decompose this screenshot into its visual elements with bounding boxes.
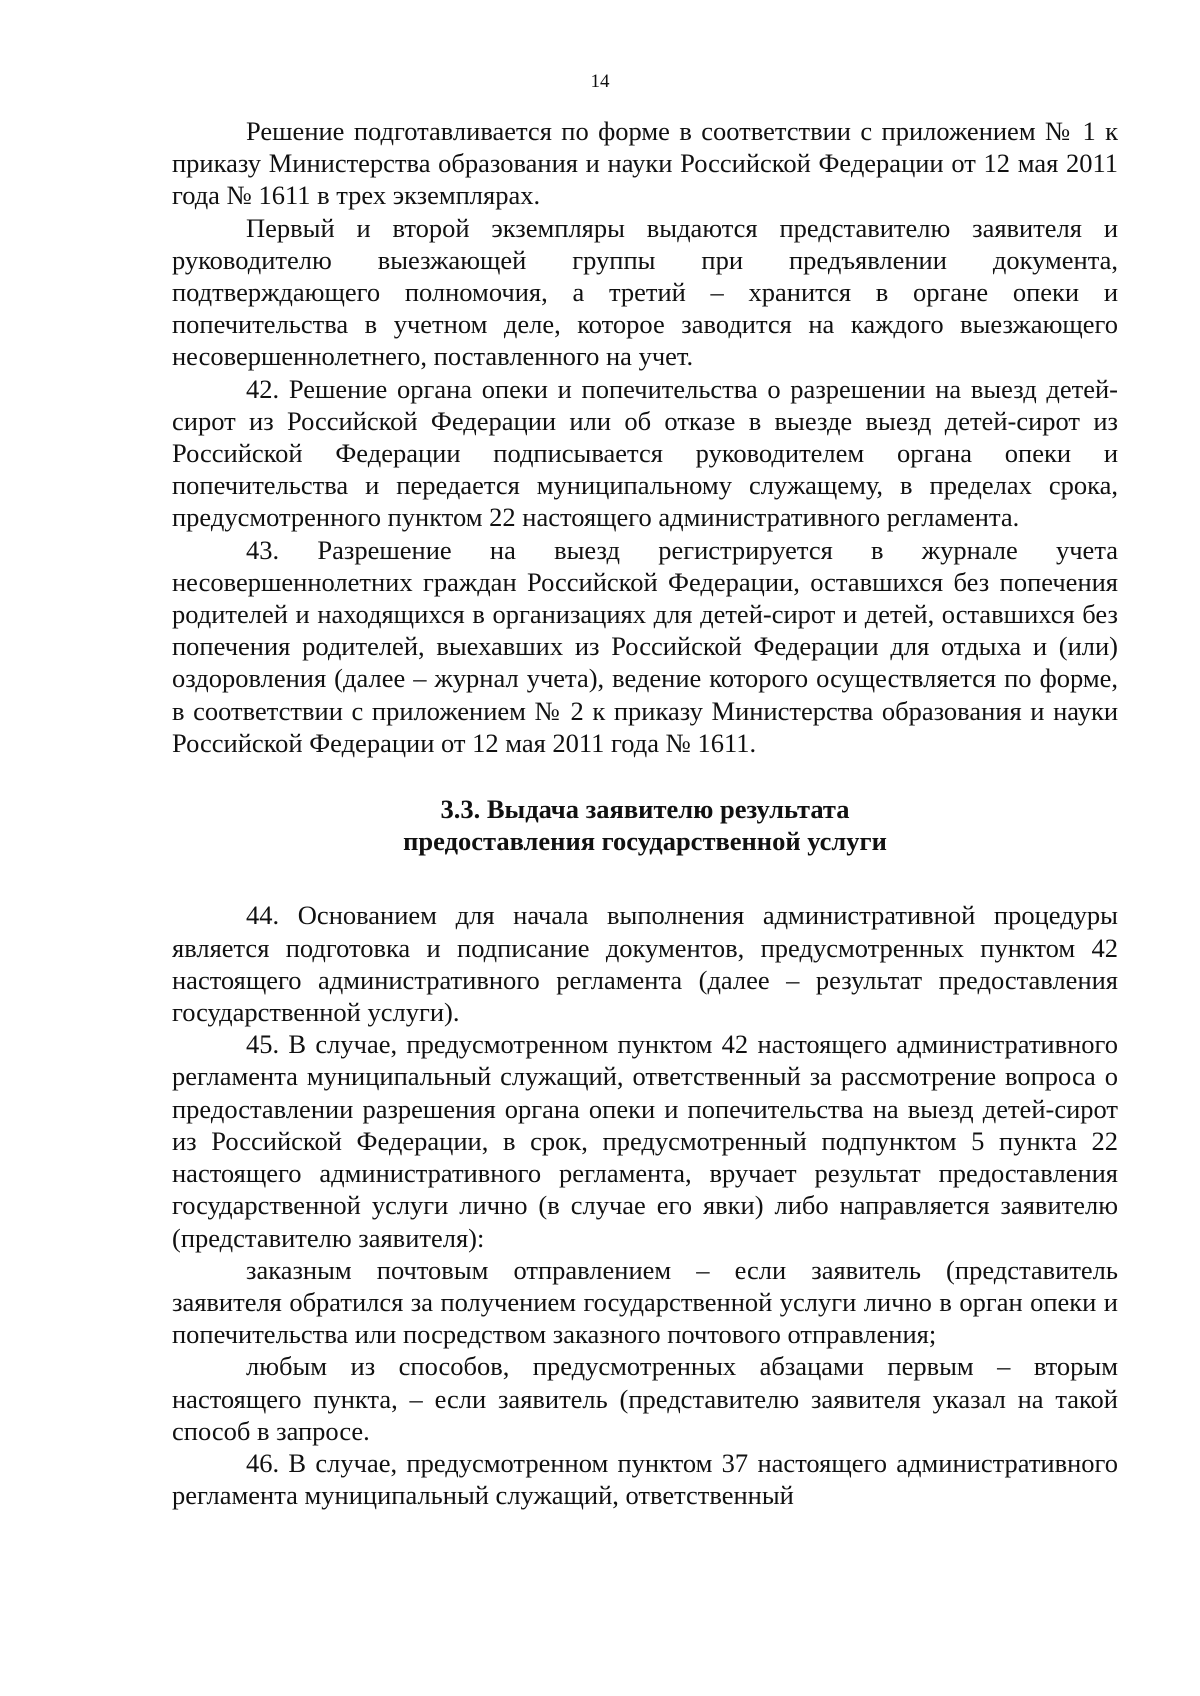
paragraph-any-method: любым из способов, предусмотренных абзацами первым – вторым настоящего пункта, – если заявитель (представителю заявителя указал на такой способ в запросе. (172, 1351, 1118, 1446)
paragraph-copies-distribution: Первый и второй экземпляры выдаются представителю заявителя и руководителю выезжающей группы при предъявлении документа, подтверждающего полномочия, а третий – хранится в органе опеки и попечительства в учетном деле, которое заводится на каждого выезжающего несовершеннолетнего, поставленного на учет. (172, 212, 1118, 372)
paragraph-decision-form: Решение подготавливается по форме в соответствии с приложением № 1 к приказу Министерства образования и науки Российской Федерации от 12 мая 2011 года № 1611 в трех экземплярах. (172, 116, 1118, 211)
document-body (172, 115, 1118, 1511)
paragraph-item-42: 42. Решение органа опеки и попечительства о разрешении на выезд детей-сирот из Российской Федерации или об отказе в выезде выезд детей-сирот из Российской Федерации подписывается руководителем органа опеки и попечительства и передается муниципальному служащему, в пределах срока, предусмотренного пунктом 22 настоящего административного регламента. (172, 373, 1118, 533)
paragraph-item-44: 44. Основанием для начала выполнения административной процедуры является подготовка и подписание документов, предусмотренных пунктом 42 настоящего административного регламента (далее – результат предоставления государственной услуги). (172, 900, 1118, 1028)
paragraph-item-43: 43. Разрешение на выезд регистрируется в журнале учета несовершеннолетних граждан Российской Федерации, оставшихся без попечения родителей и находящихся в организациях для детей-сирот и детей, оставшихся без попечения родителей, выехавших из Российской Федерации для отдыха и (или) оздоровления (далее – журнал учета), ведение которого осуществляется по форме, в соответствии с приложением № 2 к приказу Министерства образования и науки Российской Федерации от 12 мая 2011 года № 1611. (172, 534, 1118, 758)
page-number: 14 (590, 71, 610, 92)
paragraph-item-46: 46. В случае, предусмотренном пунктом 37 настоящего административного регламента муниципальный служащий, ответственный (172, 1447, 1118, 1511)
section-heading-line-1: 3.3. Выдача заявителю результата (440, 794, 850, 825)
section-heading (172, 793, 1118, 857)
paragraph-registered-mail: заказным почтовым отправлением – если заявитель (представитель заявителя обратился за получением государственной услуги лично в орган опеки и попечительства или посредством заказного почтового отправления; (172, 1254, 1118, 1350)
section-heading-line-2: предоставления государственной услуги (403, 826, 887, 857)
paragraph-item-45: 45. В случае, предусмотренном пунктом 42 настоящего административного регламента муниципальный служащий, ответственный за рассмотрение вопроса о предоставлении разрешения органа опеки и попечительства на выезд детей-сирот из Российской Федерации, в срок, предусмотренный подпунктом 5 пункта 22 настоящего административного регламента, вручает результат предоставления государственной услуги лично (в случае его явки) либо направляется заявителю (представителю заявителя): (172, 1029, 1118, 1253)
